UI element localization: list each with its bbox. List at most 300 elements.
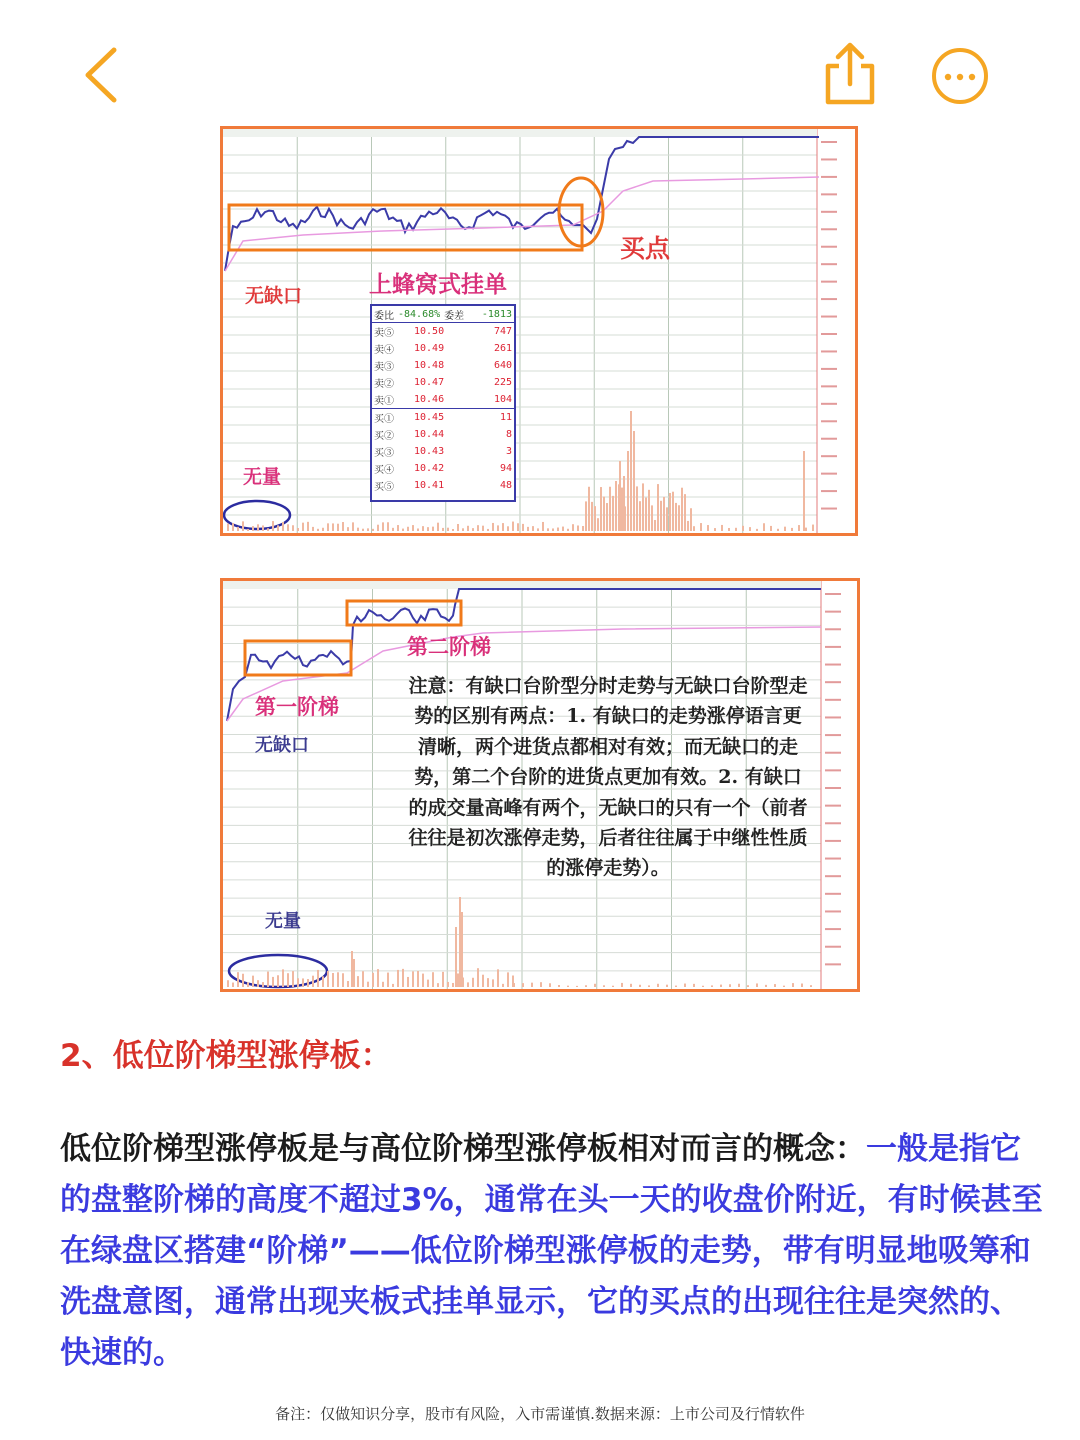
volume-bar: [487, 529, 489, 531]
volume-bar: [342, 522, 344, 531]
volume-bar: [427, 980, 429, 987]
volume-bar: [522, 524, 524, 531]
order-book-price: 10.41: [414, 480, 445, 491]
order-book-label: 卖③: [374, 362, 394, 373]
volume-bar: [621, 488, 623, 531]
volume-bar: [332, 973, 334, 987]
volume-bar: [639, 501, 641, 531]
volume-bar: [720, 985, 722, 987]
price-axis-tick: [821, 263, 837, 265]
volume-bar: [351, 951, 353, 987]
volume-bar: [322, 528, 324, 531]
volume-bar: [392, 984, 394, 987]
volume-bar: [467, 526, 469, 531]
volume-bar: [447, 982, 449, 987]
volume-bar: [747, 985, 749, 987]
volume-bar: [502, 523, 504, 531]
price-axis-tick: [821, 473, 837, 475]
order-book-volume: 8: [505, 429, 512, 440]
volume-bar: [517, 523, 519, 531]
price-axis-tick: [821, 281, 837, 283]
price-axis-tick: [825, 699, 841, 701]
volume-bar: [302, 523, 304, 531]
step-two-label: 第二阶梯: [407, 634, 491, 659]
price-axis-tick: [825, 611, 841, 613]
volume-bar: [257, 524, 259, 531]
volume-bar: [442, 528, 444, 531]
order-book-price: 10.48: [414, 360, 445, 371]
volume-bar: [437, 523, 439, 531]
price-axis-tick: [825, 664, 841, 666]
volume-bar: [585, 501, 587, 531]
price-axis-tick: [825, 646, 841, 648]
chart-header-strip: [223, 129, 817, 137]
volume-bar: [763, 523, 765, 531]
volume-bar: [612, 496, 614, 531]
volume-bar: [417, 528, 419, 531]
volume-bar: [459, 897, 461, 987]
order-book-volume: 640: [493, 360, 512, 371]
volume-bar: [678, 505, 680, 531]
volume-bar: [537, 528, 539, 531]
volume-bar: [630, 984, 632, 987]
volume-bar: [507, 972, 509, 987]
volume-bar: [749, 527, 751, 531]
order-book-price: 10.46: [414, 394, 445, 405]
volume-bar: [412, 971, 414, 987]
price-axis-tick: [825, 628, 841, 630]
intraday-chart-figure-2: [220, 578, 860, 992]
order-book-row: [372, 426, 514, 443]
volume-bar: [562, 527, 564, 531]
order-diff-value: -1813: [481, 308, 512, 320]
price-axis-tick: [821, 176, 837, 178]
volume-bar: [513, 983, 515, 987]
volume-bar: [627, 451, 629, 531]
volume-bar: [557, 528, 559, 531]
volume-bar: [567, 529, 569, 531]
volume-bar: [302, 978, 304, 987]
price-axis-tick: [825, 893, 841, 895]
order-book-header: [372, 306, 514, 323]
price-axis-tick: [821, 193, 837, 195]
volume-bar: [576, 986, 578, 987]
body-paragraph: [60, 1124, 1050, 1379]
order-book-volume: 225: [493, 377, 512, 388]
volume-bar: [262, 982, 264, 987]
volume-bar: [527, 527, 529, 531]
volume-bar: [242, 974, 244, 987]
order-book-volume: 747: [493, 326, 512, 337]
volume-bar: [377, 525, 379, 531]
volume-bar: [805, 528, 807, 531]
volume-bar: [237, 527, 239, 531]
volume-bar: [461, 912, 463, 987]
volume-bar: [623, 476, 625, 531]
order-book-price: 10.43: [414, 446, 445, 457]
footer-disclaimer: 备注：仅做知识分享，股市有风险，入市需谨慎.数据来源：上市公司及行情软件: [275, 1405, 805, 1423]
volume-bar: [237, 972, 239, 987]
volume-bar: [432, 527, 434, 531]
order-book-panel: [370, 304, 516, 502]
price-axis-tick: [821, 403, 837, 405]
volume-bar: [784, 527, 786, 531]
price-axis-tick: [825, 716, 841, 718]
volume-bar: [507, 526, 509, 531]
order-book-price: 10.42: [414, 463, 445, 474]
volume-bar: [693, 526, 695, 531]
volume-bar: [297, 528, 299, 531]
volume-bar: [427, 527, 429, 531]
volume-bar: [287, 524, 289, 531]
price-axis-tick: [825, 787, 841, 789]
volume-bar: [714, 528, 716, 531]
volume-bar: [387, 522, 389, 531]
volume-bar: [392, 528, 394, 531]
volume-bar: [756, 983, 758, 987]
volume-bar: [700, 523, 702, 531]
price-axis-tick: [825, 946, 841, 948]
order-ratio-label: 委比: [374, 310, 394, 322]
order-book-label: 卖⑤: [374, 328, 394, 339]
price-axis-tick: [821, 228, 837, 230]
ask-rows: [372, 323, 514, 408]
price-axis-tick: [825, 858, 841, 860]
order-book-label: 买③: [374, 448, 394, 459]
volume-bar: [452, 529, 454, 531]
volume-bar: [636, 486, 638, 531]
volume-bar: [367, 528, 369, 531]
volume-bar: [252, 976, 254, 987]
volume-bar: [412, 525, 414, 531]
price-axis-tick: [821, 316, 837, 318]
order-book-price: 10.47: [414, 377, 445, 388]
volume-bar: [417, 971, 419, 987]
volume-bar: [803, 451, 805, 531]
volume-bar: [783, 986, 785, 987]
note-text: 注意：有缺口台阶型分时走势与无缺口台阶型走势的区别有两点：1. 有缺口的走势涨停语言更清晰，两个进货点都相对有效；而无缺口的走势，第二个台阶的进货点更加有效。2. 有缺口的成交量高峰有两个，无缺口的只有一个（前者往往是初次涨停走势，后者往往属于中继性性质的涨停走势）。: [408, 675, 808, 880]
price-axis-tick: [821, 508, 837, 510]
price-axis-tick: [821, 455, 837, 457]
volume-bar: [357, 528, 359, 531]
step-one-label: 第一阶梯: [255, 694, 339, 719]
volume-bar: [227, 524, 229, 531]
volume-bar: [457, 973, 459, 987]
volume-bar: [675, 986, 677, 987]
price-axis-tick: [825, 752, 841, 754]
volume-bar: [362, 529, 364, 531]
volume-bar: [332, 523, 334, 531]
order-book-label: 买④: [374, 465, 394, 476]
order-book-volume: 3: [505, 446, 512, 457]
volume-bar: [552, 528, 554, 531]
volume-bar: [648, 490, 650, 531]
volume-bar: [467, 982, 469, 987]
volume-bar: [482, 975, 484, 987]
volume-bar: [227, 980, 229, 987]
order-book-row: [372, 391, 514, 408]
price-axis-tick: [821, 158, 837, 160]
volume-bar: [353, 959, 355, 987]
volume-bar: [582, 526, 584, 531]
volume-bar: [711, 985, 713, 987]
volume-bar: [684, 984, 686, 987]
volume-bar: [558, 985, 560, 987]
volume-bar: [292, 525, 294, 531]
volume-bar: [402, 969, 404, 987]
price-axis-tick: [825, 928, 841, 930]
volume-bar: [532, 526, 534, 531]
order-book-row: [372, 374, 514, 391]
volume-bar: [322, 976, 324, 987]
price-axis-tick: [821, 490, 837, 492]
volume-bar: [382, 522, 384, 531]
volume-bar: [372, 529, 374, 531]
price-axis-tick: [825, 963, 841, 965]
step-two-box: [347, 601, 461, 625]
order-book-label: 卖②: [374, 379, 394, 390]
order-book-title: 上蜂窝式挂单: [369, 271, 507, 298]
volume-bar: [621, 983, 623, 987]
volume-bar: [540, 982, 542, 987]
volume-bar: [437, 983, 439, 987]
volume-bar: [594, 984, 596, 987]
volume-bar: [497, 525, 499, 531]
volume-bar: [672, 492, 674, 531]
price-axis-tick: [821, 141, 837, 143]
volume-bar: [615, 481, 617, 531]
volume-bar: [307, 522, 309, 531]
volume-bar: [729, 984, 731, 987]
paragraph-highlight: 一般是指它的盘整阶梯的高度不超过3%，通常在头一天的收盘价附近，有时候甚至在绿盘区搭建“阶梯”——低位阶梯型涨停板的走势，带有明显地吸筹和洗盘意图，通常出现夹板式挂单显示，它的买点的出现往往是突然的、快速的。: [60, 1131, 1043, 1371]
intraday-chart-figure-1: [220, 126, 858, 536]
volume-bar: [549, 983, 551, 987]
price-axis-tick: [825, 910, 841, 912]
order-book-row: [372, 409, 514, 426]
volume-bar: [262, 525, 264, 531]
volume-bar: [577, 525, 579, 531]
volume-bar: [657, 984, 659, 987]
volume-bar: [630, 411, 632, 531]
volume-bar: [687, 521, 689, 531]
volume-bar: [432, 972, 434, 987]
volume-bar: [387, 973, 389, 987]
volume-bar: [660, 501, 662, 531]
volume-bar: [482, 526, 484, 531]
price-axis-tick: [821, 438, 837, 440]
volume-bar: [252, 526, 254, 531]
volume-bar: [272, 521, 274, 531]
price-axis-tick: [821, 333, 837, 335]
volume-bar: [267, 528, 269, 531]
volume-bar: [651, 505, 653, 531]
top-toolbar: [0, 0, 1080, 120]
no-gap-label: 无缺口: [245, 285, 303, 307]
price-axis-tick: [825, 734, 841, 736]
volume-bar: [327, 971, 329, 987]
volume-bar: [609, 487, 611, 531]
volume-bar: [707, 525, 709, 531]
volume-bar: [317, 970, 319, 987]
volume-bar: [407, 527, 409, 531]
volume-bar: [777, 529, 779, 531]
volume-bar: [770, 526, 772, 531]
volume-bar: [402, 529, 404, 531]
paragraph-intro: 低位阶梯型涨停板是与高位阶梯型涨停板相对而言的概念：: [60, 1131, 866, 1167]
price-axis-tick: [821, 298, 837, 300]
volume-bar: [663, 497, 665, 531]
volume-bar: [267, 972, 269, 987]
volume-bar: [654, 520, 656, 531]
price-axis-tick: [821, 420, 837, 422]
order-book-price: 10.44: [414, 429, 445, 440]
volume-bar: [342, 973, 344, 987]
order-book-row: [372, 323, 514, 340]
price-axis-tick: [825, 593, 841, 595]
volume-bar: [497, 969, 499, 987]
volume-bar: [377, 969, 379, 987]
volume-bar: [287, 973, 289, 987]
volume-bar: [791, 528, 793, 531]
volume-bar: [522, 983, 524, 987]
volume-bar: [477, 968, 479, 987]
order-diff-label: 委差: [444, 310, 465, 322]
volume-bar: [567, 986, 569, 987]
volume-bar: [588, 487, 590, 531]
volume-bar: [247, 529, 249, 531]
volume-bar: [612, 986, 614, 987]
volume-bar: [603, 497, 605, 531]
price-axis-tick: [821, 246, 837, 248]
volume-bar: [312, 976, 314, 987]
volume-bar: [462, 528, 464, 531]
order-book-volume: 11: [499, 412, 512, 423]
order-book-volume: 261: [493, 343, 512, 354]
volume-bar: [774, 984, 776, 987]
volume-bar: [347, 981, 349, 987]
volume-bar: [619, 461, 621, 531]
volume-bar: [597, 518, 599, 531]
volume-bar: [547, 528, 549, 531]
volume-bar: [594, 506, 596, 531]
volume-bar: [681, 488, 683, 531]
volume-bar: [382, 982, 384, 987]
volume-bar: [397, 970, 399, 987]
chevron-left-icon[interactable]: [78, 44, 126, 106]
volume-bar: [728, 528, 730, 531]
volume-bar: [502, 984, 504, 987]
volume-bar: [367, 982, 369, 987]
price-axis-tick: [821, 211, 837, 213]
volume-bar: [572, 524, 574, 531]
order-book-price: 10.50: [414, 326, 445, 337]
volume-bar: [585, 985, 587, 987]
volume-bar: [292, 971, 294, 987]
volume-bar: [642, 483, 644, 531]
volume-bar: [798, 525, 800, 531]
volume-bar: [457, 524, 459, 531]
order-book-label: 卖④: [374, 345, 394, 356]
volume-bar: [492, 523, 494, 531]
order-book-label: 买⑤: [374, 482, 394, 493]
price-axis-tick: [821, 368, 837, 370]
volume-bar: [657, 484, 659, 531]
chart-header-strip: [223, 581, 821, 589]
volume-bar: [669, 493, 671, 531]
volume-bar: [272, 977, 274, 987]
volume-bar: [282, 969, 284, 987]
volume-bar: [397, 525, 399, 531]
volume-bar: [337, 524, 339, 531]
price-axis-tick: [825, 769, 841, 771]
share-icon[interactable]: [822, 40, 878, 108]
order-book-row: [372, 357, 514, 374]
volume-bar: [648, 985, 650, 987]
volume-bar: [372, 973, 374, 987]
order-book-price: 10.49: [414, 343, 445, 354]
volume-bar: [447, 528, 449, 531]
volume-bar: [765, 985, 767, 987]
volume-bar: [317, 529, 319, 531]
volume-bar: [362, 971, 364, 987]
volume-bar: [422, 526, 424, 531]
volume-bar: [455, 927, 457, 987]
volume-bar: [810, 985, 812, 987]
volume-bar: [492, 979, 494, 987]
volume-bar: [690, 508, 692, 531]
more-horizontal-icon[interactable]: [930, 46, 990, 106]
volume-bar: [257, 980, 259, 987]
volume-bar: [542, 522, 544, 531]
volume-bar: [442, 972, 444, 987]
volume-bar: [247, 982, 249, 987]
order-ratio-value: -84.68%: [398, 308, 441, 320]
intraday-chart-1: [223, 129, 855, 533]
volume-bar: [232, 983, 234, 987]
volume-bar: [666, 985, 668, 987]
order-book-row: [372, 443, 514, 460]
volume-bar: [738, 984, 740, 987]
volume-bar: [603, 985, 605, 987]
order-book-price: 10.45: [414, 412, 445, 423]
no-gap-label: 无缺口: [255, 735, 309, 756]
volume-bar: [801, 984, 803, 987]
order-book-row: [372, 460, 514, 477]
volume-bar: [312, 527, 314, 531]
volume-bar: [277, 525, 279, 531]
volume-bar: [675, 503, 677, 531]
volume-bar: [591, 502, 593, 531]
volume-bar: [472, 528, 474, 531]
buy-point-label: 买点: [620, 234, 671, 263]
volume-bar: [684, 494, 686, 531]
order-book-label: 买②: [374, 431, 394, 442]
volume-bar: [702, 986, 704, 987]
volume-bar: [422, 974, 424, 987]
volume-bar: [297, 978, 299, 987]
price-axis-tick: [821, 385, 837, 387]
volume-bar: [531, 983, 533, 987]
volume-bar: [742, 526, 744, 531]
volume-bar: [633, 431, 635, 531]
order-book-label: 买①: [374, 414, 394, 425]
volume-bar: [477, 525, 479, 531]
volume-bar: [812, 525, 814, 531]
order-book-row: [372, 477, 514, 494]
volume-bar: [666, 507, 668, 531]
volume-bar: [337, 972, 339, 987]
bid-rows: [372, 408, 514, 494]
